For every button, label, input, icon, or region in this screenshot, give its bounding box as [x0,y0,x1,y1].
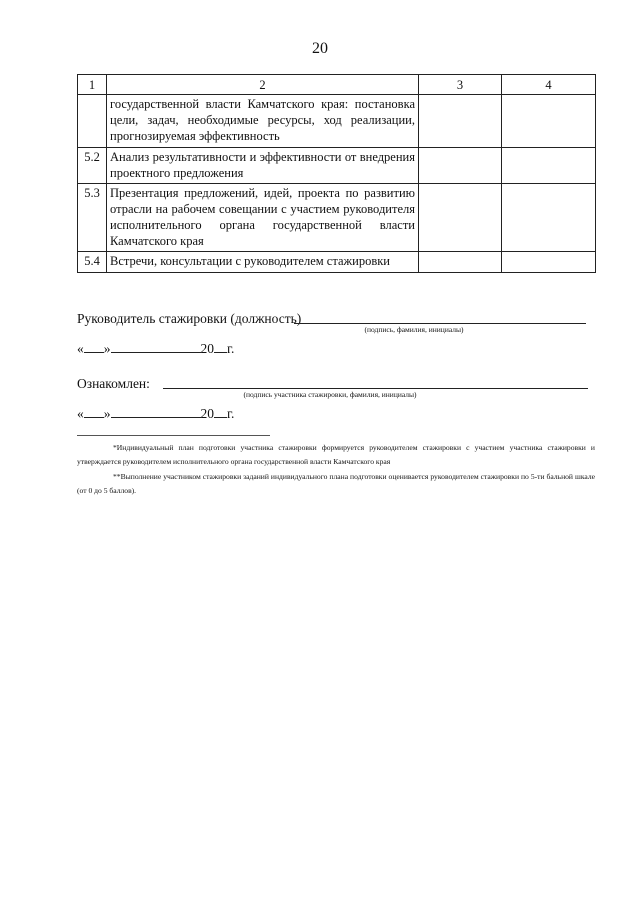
row-description: Анализ результативности и эффективности от внедрения проектного предложения [107,148,419,184]
month-blank [111,341,201,353]
date-line-participant [77,406,234,422]
page-number: 20 [312,40,328,57]
footnote-2 [77,470,595,498]
footnote-1-text: *Индивидуальный план подготовки участника стажировки формируется руководителем стажировки с участием участника стажировки и утверждается руководителем исполнительного органа государственной власти Камчатского края [77,443,595,466]
row-number: 5.2 [78,148,107,184]
row-cell-4 [502,184,596,252]
row-number [78,95,107,148]
date-line-supervisor [77,341,234,357]
year-blank [214,406,227,418]
supervisor-caption: (подпись, фамилия, инициалы) [364,325,464,334]
row-description: Встречи, консультации с руководителем стажировки [107,252,419,273]
row-description: государственной власти Камчатского края: постановка цели, задач, необходимые ресурсы, ход реализации, прогнозируемая эффективность [107,95,419,148]
row-cell-3 [419,184,502,252]
footnote-1 [77,441,595,469]
table-row [78,184,596,252]
table-row [78,252,596,273]
year-suffix: г. [227,341,235,356]
row-cell-3 [419,252,502,273]
row-cell-3 [419,148,502,184]
column-header: 3 [419,75,502,95]
acquainted-caption: (подпись участника стажировки, фамилия, инициалы) [243,390,417,399]
close-quote: » [103,406,111,421]
year-blank [214,341,227,353]
open-quote: « [77,406,84,421]
row-cell-4 [502,252,596,273]
day-blank [84,406,104,418]
column-header: 2 [107,75,419,95]
day-blank [84,341,104,353]
column-header: 4 [502,75,596,95]
year-prefix: 20 [200,341,214,356]
footnote-2-text: **Выполнение участником стажировки заданий индивидуального плана подготовки оценивается руководителем стажировки по 5-ти бальной шкале (от 0 до 5 баллов). [77,472,595,495]
year-suffix: г. [227,406,235,421]
supervisor-label: Руководитель стажировки (должность) [77,311,302,326]
table-row [78,95,596,148]
row-cell-3 [419,95,502,148]
year-prefix: 20 [200,406,214,421]
footnote-separator [77,435,270,436]
row-cell-4 [502,95,596,148]
table-header-row [78,75,596,95]
training-plan-table [77,74,596,273]
row-description: Презентация предложений, идей, проекта по развитию отрасли на рабочем совещании с участием руководителя исполнительного органа государственной власти Камчатского края [107,184,419,252]
open-quote: « [77,341,84,356]
acquainted-label: Ознакомлен: [77,376,150,391]
column-header: 1 [78,75,107,95]
close-quote: » [103,341,111,356]
row-cell-4 [502,148,596,184]
supervisor-signature-line [294,323,586,324]
row-number: 5.3 [78,184,107,252]
acquainted-signature-line [163,388,588,389]
table-row [78,148,596,184]
row-number: 5.4 [78,252,107,273]
month-blank [111,406,201,418]
